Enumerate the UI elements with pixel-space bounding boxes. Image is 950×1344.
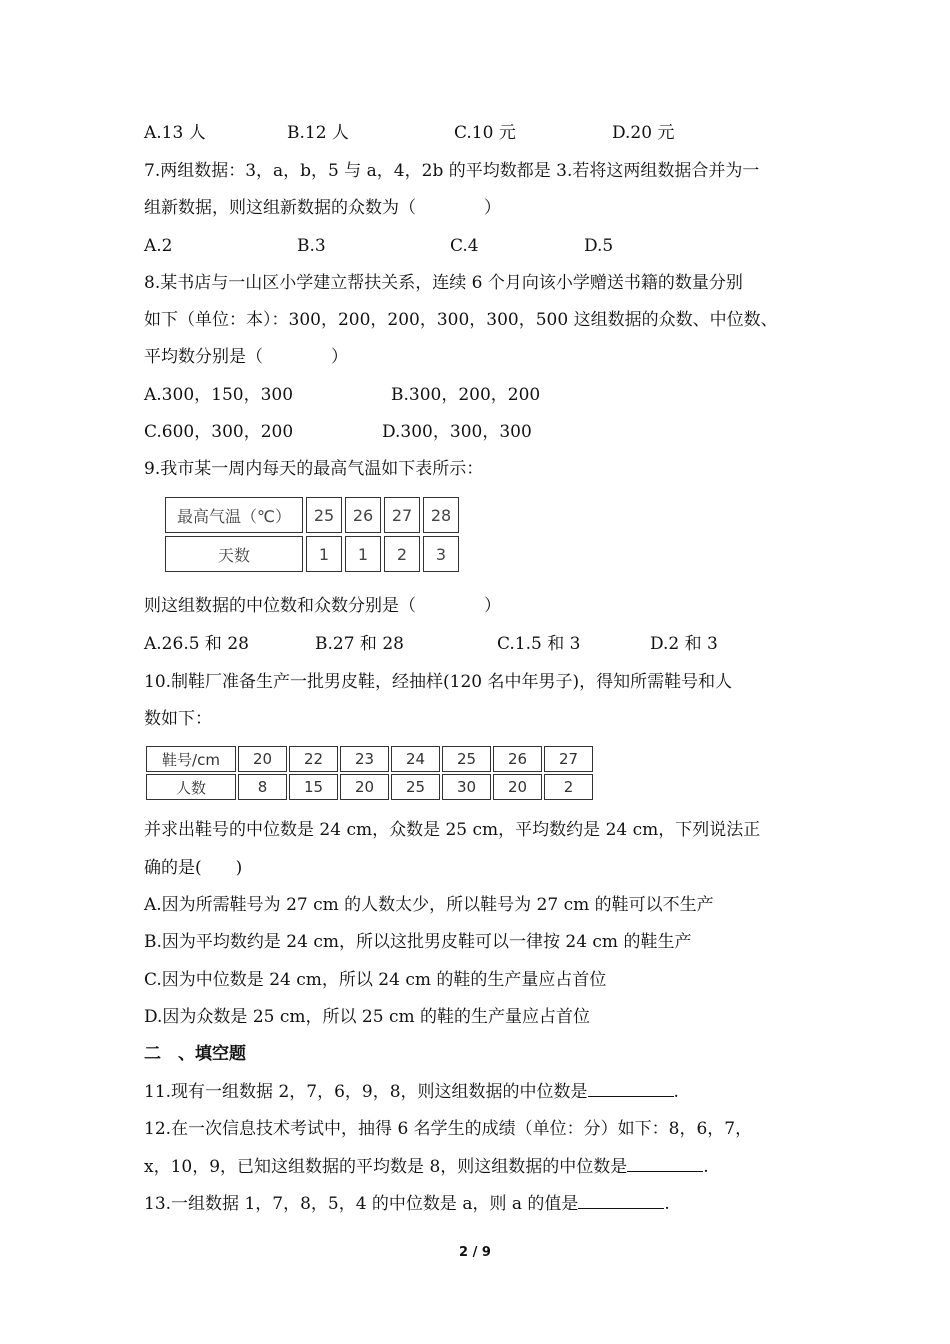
q10-line4: 确的是( ) — [144, 858, 243, 878]
q13-end: . — [664, 1194, 670, 1214]
shoe-size-cell: 27 — [544, 746, 593, 772]
q8-option-b: B.300，200，200 — [391, 385, 541, 405]
q11 — [144, 1080, 679, 1104]
days-cell: 1 — [345, 536, 381, 572]
people-count-cell: 20 — [340, 774, 389, 800]
q12-end: . — [703, 1157, 709, 1177]
days-label: 天数 — [165, 536, 303, 572]
q8-line3: 平均数分别是（ ） — [144, 347, 348, 367]
q10-option-a: A.因为所需鞋号为 27 cm 的人数太少，所以鞋号为 27 cm 的鞋可以不生产 — [144, 895, 714, 915]
q13 — [144, 1192, 670, 1216]
people-count-cell: 2 — [544, 774, 593, 800]
people-count-cell: 20 — [493, 774, 542, 800]
q8-line2: 如下（单位：本）：300，200，200，300，300，500 这组数据的众数、中位数、 — [144, 310, 778, 330]
temp-cell: 28 — [423, 497, 459, 533]
q6-option-b: B.12 人 — [287, 123, 349, 143]
q9-question: 则这组数据的中位数和众数分别是（ ） — [144, 596, 501, 616]
temperature-table — [162, 494, 462, 575]
q11-end: . — [673, 1082, 679, 1102]
q12-line1: 12.在一次信息技术考试中，抽得 6 名学生的成绩（单位：分）如下：8，6，7， — [144, 1119, 753, 1139]
people-count-cell: 15 — [289, 774, 338, 800]
q10-option-c: C.因为中位数是 24 cm，所以 24 cm 的鞋的生产量应占首位 — [144, 970, 607, 990]
q10-line1: 10.制鞋厂准备生产一批男皮鞋，经抽样(120 名中年男子)，得知所需鞋号和人 — [144, 672, 733, 692]
q7-line1: 7.两组数据：3，a，b，5 与 a，4，2b 的平均数都是 3.若将这两组数据合并为一 — [144, 161, 760, 181]
shoe-size-cell: 24 — [391, 746, 440, 772]
shoe-size-row — [146, 746, 593, 772]
temp-cell: 26 — [345, 497, 381, 533]
q9-line1: 9.我市某一周内每天的最高气温如下表所示： — [144, 459, 484, 479]
q8-option-a: A.300，150，300 — [144, 385, 294, 405]
q13-text: 13.一组数据 1，7，8，5，4 的中位数是 a，则 a 的值是 — [144, 1194, 579, 1214]
q9-option-c: C.1.5 和 3 — [497, 634, 581, 654]
temperature-row — [165, 497, 459, 533]
q7-option-d: D.5 — [584, 236, 614, 256]
q9-option-a: A.26.5 和 28 — [144, 634, 249, 654]
shoe-size-cell: 26 — [493, 746, 542, 772]
section-fill-in-title: 二 、填空题 — [144, 1044, 246, 1064]
shoe-size-cell: 22 — [289, 746, 338, 772]
temp-cell: 25 — [306, 497, 342, 533]
q8-option-c: C.600，300，200 — [144, 422, 294, 442]
page-number: 2 / 9 — [459, 1245, 491, 1260]
days-row — [165, 536, 459, 572]
shoe-size-table — [144, 744, 595, 802]
q7-line2: 组新数据，则这组新数据的众数为（ ） — [144, 198, 501, 218]
q10-option-b: B.因为平均数约是 24 cm，所以这批男皮鞋可以一律按 24 cm 的鞋生产 — [144, 932, 692, 952]
people-count-cell: 8 — [238, 774, 287, 800]
q12-line2 — [144, 1155, 709, 1179]
q12-text: x，10，9，已知这组数据的平均数是 8，则这组数据的中位数是 — [144, 1157, 628, 1177]
shoe-size-cell: 25 — [442, 746, 491, 772]
people-count-cell: 25 — [391, 774, 440, 800]
days-cell: 1 — [306, 536, 342, 572]
shoe-size-cell: 20 — [238, 746, 287, 772]
q8-option-d: D.300，300，300 — [382, 422, 532, 442]
temp-header-label: 最高气温（℃） — [165, 497, 303, 533]
q8-line1: 8.某书店与一山区小学建立帮扶关系，连续 6 个月向该小学赠送书籍的数量分别 — [144, 273, 743, 293]
q10-line3: 并求出鞋号的中位数是 24 cm，众数是 25 cm，平均数约是 24 cm，下列说法正 — [144, 820, 761, 840]
q7-option-c: C.4 — [450, 236, 479, 256]
shoe-size-label: 鞋号/cm — [146, 746, 236, 772]
q9-option-d: D.2 和 3 — [650, 634, 718, 654]
days-cell: 2 — [384, 536, 420, 572]
days-cell: 3 — [423, 536, 459, 572]
q6-option-d: D.20 元 — [612, 123, 675, 143]
q10-line2: 数如下： — [144, 709, 212, 729]
people-count-row — [146, 774, 593, 800]
temp-cell: 27 — [384, 497, 420, 533]
q9-option-b: B.27 和 28 — [315, 634, 404, 654]
q7-option-b: B.3 — [297, 236, 326, 256]
people-count-label: 人数 — [146, 774, 236, 800]
q11-text: 11.现有一组数据 2，7，6，9，8，则这组数据的中位数是 — [144, 1082, 588, 1102]
q10-option-d: D.因为众数是 25 cm，所以 25 cm 的鞋的生产量应占首位 — [144, 1007, 590, 1027]
q12-answer-blank[interactable] — [627, 1155, 703, 1172]
q7-option-a: A.2 — [144, 236, 173, 256]
q6-option-a: A.13 人 — [144, 123, 206, 143]
shoe-size-cell: 23 — [340, 746, 389, 772]
q11-answer-blank[interactable] — [588, 1080, 674, 1097]
people-count-cell: 30 — [442, 774, 491, 800]
q6-option-c: C.10 元 — [454, 123, 516, 143]
q13-answer-blank[interactable] — [578, 1192, 664, 1209]
